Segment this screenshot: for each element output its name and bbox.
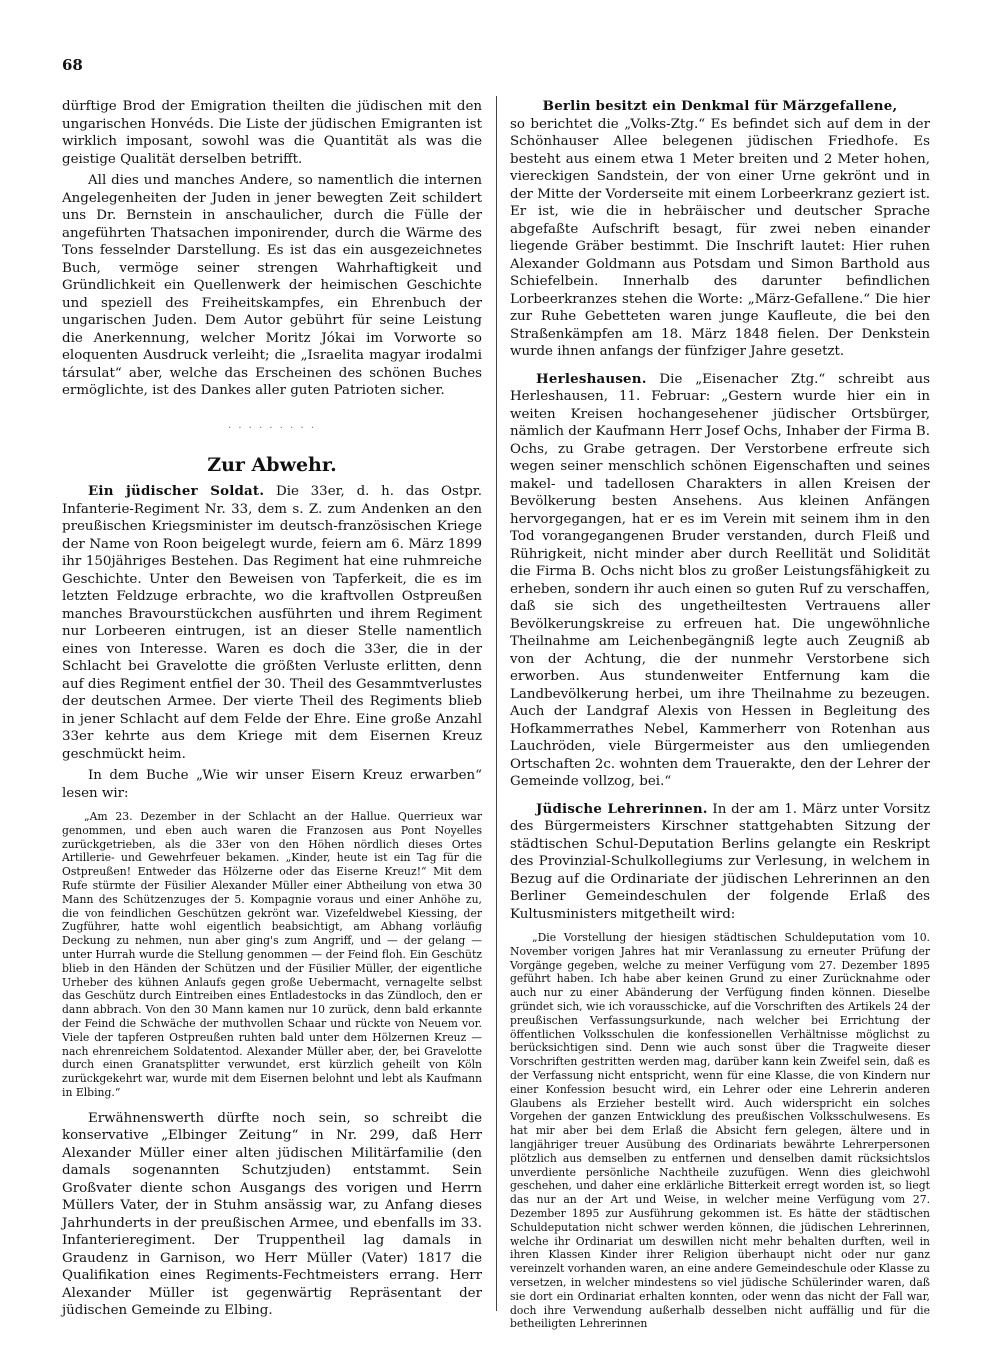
berlin-heading: Berlin besitzt ein Denkmal für Märzgefallene,	[542, 98, 898, 114]
lehrerinnen-heading: Jüdische Lehrerinnen.	[536, 800, 708, 817]
herleshausen-text: Die „Eisenacher Ztg.“ schreibt aus Herleshausen, 11. Februar: „Gestern wurde hier ein in weiten Kreisen hochangesehener jüdischer Ortsbürger, nämlich der Kaufmann Herr Josef Ochs, Inhaber der Firma B. Ochs, zu Grabe getragen. Der Verstorbene erfreute sich wegen seiner menschlich schönen Eigenschaften und seines makel- und tadellosen Charakters in allen Kreisen der Bevölkerung besten Ansehens. Aus kleinen Anfängen hervorgegangen, hat er es im Verein mit seinem ihm in den Tod vorangegangenen Bruder verstanden, durch Fleiß und Rührigkeit, nicht minder aber durch Reellität und Solidität die Firma B. Ochs nicht blos zu großer Leistungsfähigkeit zu erheben, sondern ihr auch einen so guten Ruf zu verschaffen, daß sie sich des ungetheiltesten Vertrauens aller Bevölkerungskreise zu erfreuen hat. Die ungewöhnliche Theilnahme am Leichenbegängniß legte auch Zeugniß ab von der Achtung, die der nunmehr Verstorbene sich erworben. Aus stundenweiter Entfernung kam die Landbevölkerung herbei, um ihre Theilnahme zu bezeugen. Auch der Landgraf Alexis von Hessen in Begleitung des Hofkammerrathes Nebel, Kammerherr von Rotenhan aus Lauchröden, viele Bürgermeister aus den umliegenden Ortschaften 2c. wohnten dem Trauerakte, den der Lehrer der Gemeinde vollzog, bei.“	[510, 371, 930, 789]
lehrerinnen-article	[510, 801, 930, 924]
buch-intro: In dem Buche „Wie wir unser Eisern Kreuz erwarben“ lesen wir:	[62, 768, 482, 801]
elbinger-paragraph: Erwähnenswerth dürfte noch sein, so schreibt die konservative „Elbinger Zeitung“ in Nr. 299, daß Herr Alexander Müller einer alten jüdischen Militärfamilie (den damals sogenannten Schutzjuden) entstammt. Sein Großvater diente schon Ausgangs des vorigen und Herrn Müllers Vater, der in Stuhm ansässig war, zu Anfang dieses Jahrhunderts in der preußischen Armee, und ebenfalls im 33. Infanterieregiment. Der Truppentheil lag damals in Graudenz in Garnison, wo Herr Müller (Vater) 1817 die Qualifikation eines Regiments-Fechtmeisters errang. Herr Alexander Müller ist gegenwärtig Repräsentant der jüdischen Gemeinde zu Elbing.	[62, 1110, 482, 1319]
soldat-article	[62, 483, 482, 763]
quote-block: „Am 23. Dezember in der Schlacht an der Hallue. Querrieux war genommen, und eben auch waren die Franzosen aus Pont Noyelles zurückgetrieben, als die 33er von den Höhen nördlich dieses Ortes Artillerie- und Gewehrfeuer bekamen. „Kinder, heute ist ein Tag für die Ostpreußen! Entweder das Hölzerne oder das Eiserne Kreuz!“ Mit dem Rufe stürmte der Füsilier Alexander Müller einer Abtheilung von etwa 30 Mann des Schützenzuges der 5. Kompagnie voraus und einer Anhöhe zu, die von feindlichen Geschützen gekrönt war. Vizefeldwebel Kiessing, der Zugführer, hatte wohl eigentlich beabsichtigt, am Abhang vorläufig Deckung zu nehmen, nun aber ging's zum Angriff, und — der gelang — unter Hurrah wurde die Stellung genommen — der Feind floh. Ein Geschütz blieb in den Händen der Schützen und der Füsilier Müller, der eigentliche Urheber des kühnen Anlaufs gegen große Uebermacht, vernagelte selbst das Geschütz durch Eintreiben eines Entladestocks in das Zündloch, den er dann abbrach. Von den 30 Mann kamen nur 10 zurück, denn bald erkannte der Feind die Schwäche der muthvollen Schaar und rückte von Neuem vor. Viele der tapferen Ostpreußen ruhten bald unter dem Hölzernen Kreuz — nach ehrenreichem Soldatentod. Alexander Müller aber, der, bei Gravelotte durch einen Granatsplitter verwundet, erst kürzlich geheilt von Köln zurückgekehrt war, wurde mit dem Eisernen belohnt und lebt als Kaufmann in Elbing.“	[62, 810, 482, 1099]
emigration-paragraph: dürftige Brod der Emigration theilten die jüdischen mit den ungarischen Honvéds. Die Liste der jüdischen Emigranten ist wirklich imposant, sowohl was die Quantität als was die geistige Qualität derselben betrifft.	[62, 99, 482, 167]
soldat-text: Die 33er, d. h. das Ostpr. Infanterie-Regiment Nr. 33, dem s. Z. zum Andenken an den preußischen Kriegsminister im deutsch-französischen Kriege der Name von Roon beigelegt wurde, feiern am 6. März 1899 ihr 150jähriges Bestehen. Das Regiment hat eine ruhmreiche Geschichte. Unter den Beweisen von Tapferkeit, die es im letzten Feldzuge erbrachte, wo die kraftvollen Ostpreußen manches Bravourstückchen ausführten und ihrem Regiment nur Lorbeeren eintrugen, ist an dieser Stelle namentlich eines von Interesse. Waren es doch die 33er, die in der Schlacht bei Gravelotte die größten Verluste erlitten, denn auf dies Regiment entfiel der 30. Theil des Gesammtverlustes der deutschen Armee. Der vierte Theil des Regiments blieb in jener Schlacht auf dem Felde der Ehre. Eine große Anzahl 33er kehrte aus dem Kriege mit dem Eisernen Kreuz geschmückt heim.	[62, 484, 482, 762]
page-number: 68	[62, 56, 83, 74]
left-column	[62, 98, 482, 1324]
berlin-heading-line	[510, 98, 930, 116]
right-column	[510, 98, 930, 1341]
erlass-quote: „Die Vorstellung der hiesigen städtischen Schuldeputation vom 10. November vorigen Jahres hat mir Veranlassung zu erneuter Prüfung der Vorgänge gegeben, welche zu meiner Verfügung vom 27. Dezember 1895 geführt haben. Ich habe aber keinen Grund zu einer Zurücknahme oder auch nur zu einer Abänderung der Verfügung finden können. Dieselbe gründet sich, wie ich vorausschicke, auf die Vorschriften des Artikels 24 der preußischen Verfassungsurkunde, nach welcher bei Errichtung der öffentlichen Volksschulen die konfessionellen Verhältnisse möglichst zu berücksichtigen sind. Denn wie auch sonst über die Tragweite dieser Vorschriften gestritten werden mag, darüber kann kein Zweifel sein, daß es der Verfassung nicht entspricht, wenn für eine Klasse, die von Kindern nur einer Konfession besucht wird, ein Lehrer oder eine Lehrerin anderen Glaubens als Erzieher bestellt wird. Auch widerspricht ein solches Vorgehen der ganzen Entwicklung des preußischen Volksschulwesens. Es hat mir aber bei dem Erlaß die Absicht fern gelegen, ältere und in langjähriger treuer Ausübung des Ordinariats bewährte Lehrerpersonen plötzlich aus demselben zu entfernen und denselben damit rücksichtslos unverdiente persönliche Nachtheile zuzufügen. Wenn dies gleichwohl geschehen, und daher eine erklärliche Bitterkeit erregt worden ist, so liegt das nur an der Art und Weise, in welcher meine Verfügung vom 27. Dezember 1895 zur Ausführung gekommen ist. Es hätte der städtischen Schuldeputation nicht schwer werden können, die jüdischen Lehrerinnen, welche ihr Ordinariat um deswillen nicht mehr behalten durften, weil in ihren Klassen Kinder ihrer Religion überhaupt nicht oder nur ganz vereinzelt vorhanden waren, an eine andere Gemeindeschule oder Klasse zu versetzen, in welcher mindestens so viel jüdische Schülerinder waren, daß sie dort ein Ordinariat erhalten konnten, oder wenn das nicht der Fall war, doch ihre Verwendung außerhalb desselben nicht auffällig und für die betheiligten Lehrerinnen	[510, 931, 930, 1331]
section-separator: · · · · · · · · ·	[227, 422, 317, 434]
berlin-text: so berichtet die „Volks-Ztg.“ Es befindet sich auf dem in der Schönhauser Allee belegenen jüdischen Friedhofe. Es besteht aus einem etwa 1 Meter breiten und 2 Meter hohen, viereckigen Sandstein, der von einer Urne gekrönt und in der Mitte der Vorderseite mit einem Lorbeerkranz geziert ist. Er ist, wie die in hebräischer und deutscher Sprache abgefaßte Aufschrift besagt, für zwei neben einander liegende Gräber bestimmt. Die Inschrift lautet: Hier ruhen Alexander Goldmann aus Potsdam und Simon Barthold aus Schiefelbein. Innerhalb des darunter befindlichen Lorbeerkranzes stehen die Worte: „März-Gefallene.“ Die hier zur Ruhe Gebetteten waren junge Kaufleute, die bei den Straßenkämpfen am 18. März 1848 fielen. Der Denkstein wurde ihnen anfangs der fünfziger Jahre gesetzt.	[510, 116, 930, 359]
herleshausen-article	[510, 371, 930, 791]
lehrerinnen-text: In der am 1. März unter Vorsitz des Bürgermeisters Kirschner stattgehabten Sitzung der städtischen Schul-Deputation Berlins gelangte ein Reskript des Provinzial-Schulkollegiums zur Verlesung, in welchem in Bezug auf die Ordinariate der jüdischen Lehrerinnen an den Berliner Gemeindeschulen der folgende Erlaß des Kultusministers mitgetheilt wird:	[510, 801, 930, 922]
bernstein-review-paragraph: All dies und manches Andere, so namentlich die internen Angelegenheiten der Juden in jener bewegten Zeit schildert uns Dr. Bernstein in anschaulicher, durch die Fülle der angeführten Thatsachen imponirender, durch die Wärme des Tons fesselnder Darstellung. Es ist das ein ausgezeichnetes Buch, vermöge seiner strengen Wahrhaftigkeit und Gründlichkeit ein Quellenwerk der heimischen Geschichte und speziell des Freiheitskampfes, ein Ehrenbuch der ungarischen Juden. Dem Autor gebührt für seine Leistung die Anerkennung, welcher Moritz Jókai im Vorworte so eloquenten Ausdruck verleiht; die „Israelita magyar irodalmi társulat“ aber, welche das Erscheinen des schönen Buches ermöglichte, ist des Dankes aller guten Patrioten sicher.	[62, 173, 482, 398]
section-title: Zur Abwehr.	[207, 454, 337, 476]
herleshausen-heading: Herleshausen.	[536, 370, 647, 387]
soldat-heading: Ein jüdischer Soldat.	[88, 483, 265, 499]
column-divider	[496, 96, 497, 1311]
